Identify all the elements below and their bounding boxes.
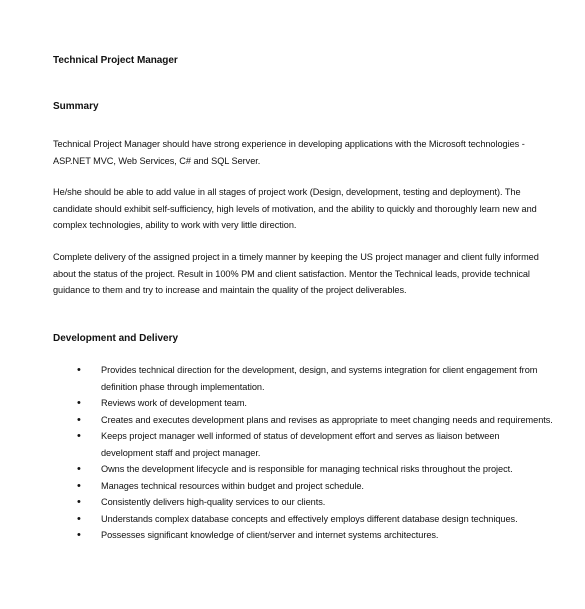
development-heading: Development and Delivery xyxy=(53,333,179,344)
list-item xyxy=(53,478,553,495)
list-item-text: Understands complex database concepts and effectively employs different database design techniques. xyxy=(101,513,518,524)
bullet-icon: • xyxy=(77,463,81,475)
summary-paragraph-2: He/she should be able to add value in all stages of project work (Design, development, testing and deployment). The candidate should exhibit self-sufficiency, high levels of motivation, and the ability to quickly and thoroughly learn new and complex technologies, ability to work with very little direction. xyxy=(53,187,537,230)
list-item xyxy=(53,412,553,429)
list-item-text: Creates and executes development plans and revises as appropriate to meet changing needs and requirements. xyxy=(101,414,553,425)
bullet-icon: • xyxy=(77,397,81,409)
list-item-text: Consistently delivers high-quality services to our clients. xyxy=(101,497,326,507)
list-item-text: Keeps project manager well informed of status of development effort and serves as liaison between development staff and project manager. xyxy=(101,431,500,458)
list-item-text: Provides technical direction for the development, design, and systems integration for client engagement from definition phase through implementation. xyxy=(101,365,538,392)
bullet-icon: • xyxy=(77,413,81,426)
list-item-text: Possesses significant knowledge of client/server and internet systems architectures. xyxy=(101,530,439,540)
list-item xyxy=(53,395,553,412)
bullet-icon: • xyxy=(77,512,81,525)
list-item xyxy=(53,461,553,478)
bullet-icon: • xyxy=(77,529,81,541)
list-item-text: Reviews work of development team. xyxy=(101,398,247,408)
list-item xyxy=(53,511,553,528)
bullet-icon: • xyxy=(77,479,81,492)
bullet-icon: • xyxy=(77,364,81,376)
list-item xyxy=(53,527,553,544)
summary-heading: Summary xyxy=(53,101,99,112)
bullet-icon: • xyxy=(77,430,81,442)
bullet-icon: • xyxy=(77,496,81,508)
list-item xyxy=(53,494,553,511)
list-item-text: Owns the development lifecycle and is responsible for managing technical risks throughout the project. xyxy=(101,464,513,474)
list-item xyxy=(53,362,553,395)
list-item xyxy=(53,428,553,461)
development-bullet-list xyxy=(53,362,553,544)
summary-paragraph-1: Technical Project Manager should have strong experience in developing applications with the Microsoft technologies - ASP.NET MVC, Web Services, C# and SQL Server. xyxy=(53,139,525,166)
summary-paragraph-3: Complete delivery of the assigned project in a timely manner by keeping the US project manager and client fully informed about the status of the project. Result in 100% PM and client satisfaction. Mentor the Technical leads, provide technical guidance to them and try to increase and maintain the quality of the project deliverables. xyxy=(53,252,539,295)
list-item-text: Manages technical resources within budget and project schedule. xyxy=(101,480,364,491)
document-title: Technical Project Manager xyxy=(53,55,178,66)
